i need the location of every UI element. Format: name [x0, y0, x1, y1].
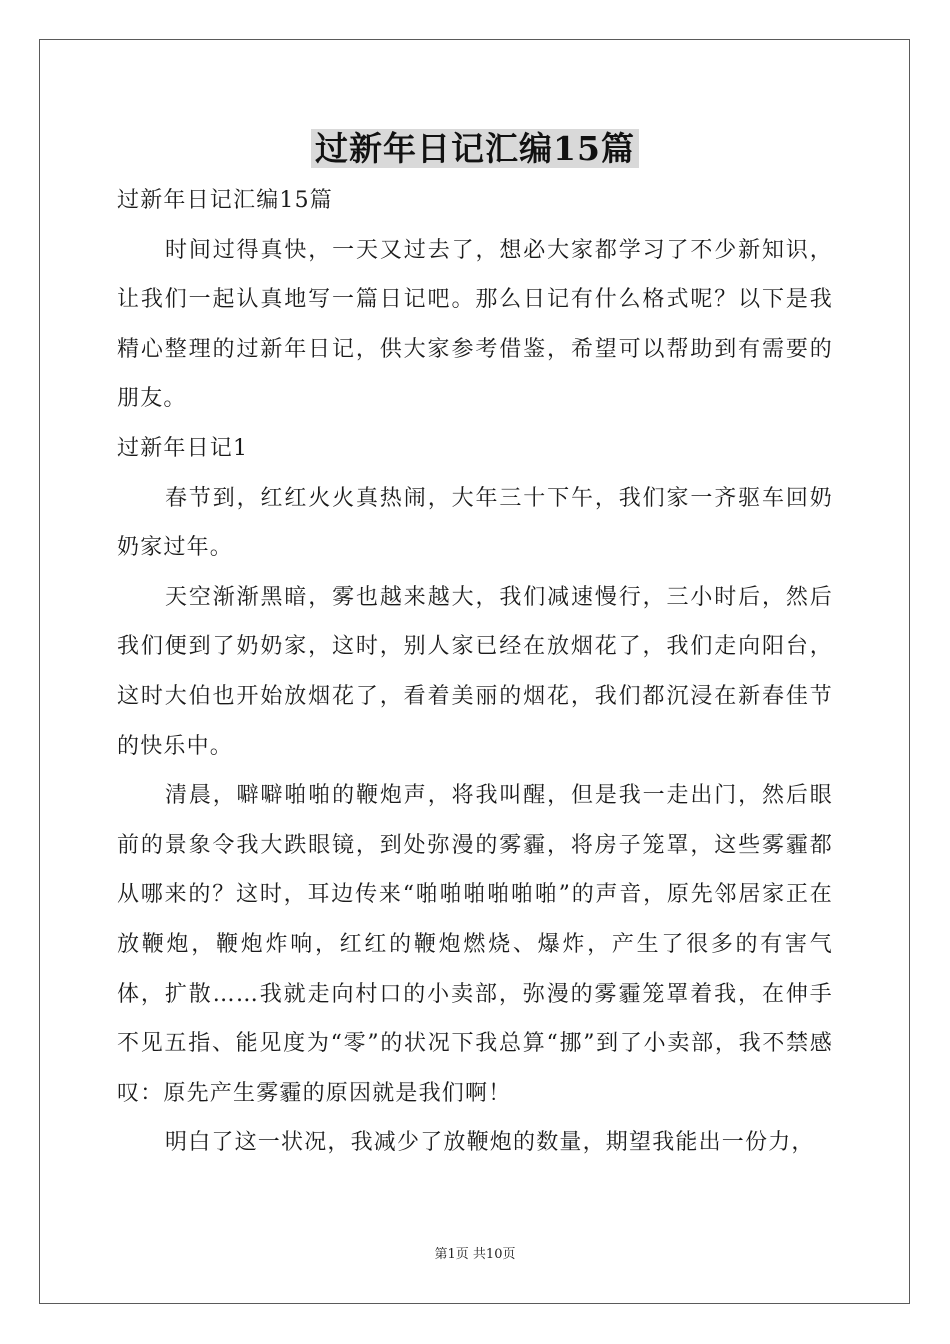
- document-body: [117, 176, 833, 1168]
- page-number-footer: 第1页 共10页: [434, 1247, 516, 1262]
- body-paragraph: 明白了这一状况，我减少了放鞭炮的数量，期望我能出一份力，: [165, 1130, 815, 1156]
- subtitle-line: 过新年日记汇编15篇: [117, 188, 333, 213]
- body-paragraph: 清晨，噼噼啪啪的鞭炮声，将我叫醒，但是我一走出门，然后眼前的景象令我大跌眼镜，到处弥漫的雾霾，将房子笼罩，这些雾霾都从哪来的？这时，耳边传来“啪啪啪啪啪啪”的声音，原先邻居家正在放鞭炮，鞭炮炸响，红红的鞭炮燃烧、爆炸，产生了很多的有害气体，扩散……我就走向村口的小卖部，弥漫的雾霾笼罩着我，在伸手不见五指、能见度为“零”的状况下我总算“挪”到了小卖部，我不禁感叹：原先产生雾霾的原因就是我们啊！: [117, 783, 833, 1106]
- body-paragraph: 天空渐渐黑暗，雾也越来越大，我们减速慢行，三小时后，然后我们便到了奶奶家，这时，别人家已经在放烟花了，我们走向阳台，这时大伯也开始放烟花了，看着美丽的烟花，我们都沉浸在新春佳节的快乐中。: [117, 584, 833, 759]
- document-title: [0, 124, 950, 174]
- section-heading: 过新年日记1: [117, 435, 249, 461]
- body-paragraph: 春节到，红红火火真热闹，大年三十下午，我们家一齐驱车回奶奶家过年。: [117, 485, 833, 561]
- document-title-text: 过新年日记汇编15篇: [311, 129, 639, 168]
- intro-paragraph: 时间过得真快，一天又过去了，想必大家都学习了不少新知识，让我们一起认真地写一篇日记吧。那么日记有什么格式呢？以下是我精心整理的过新年日记，供大家参考借鉴，希望可以帮助到有需要的朋友。: [117, 237, 833, 412]
